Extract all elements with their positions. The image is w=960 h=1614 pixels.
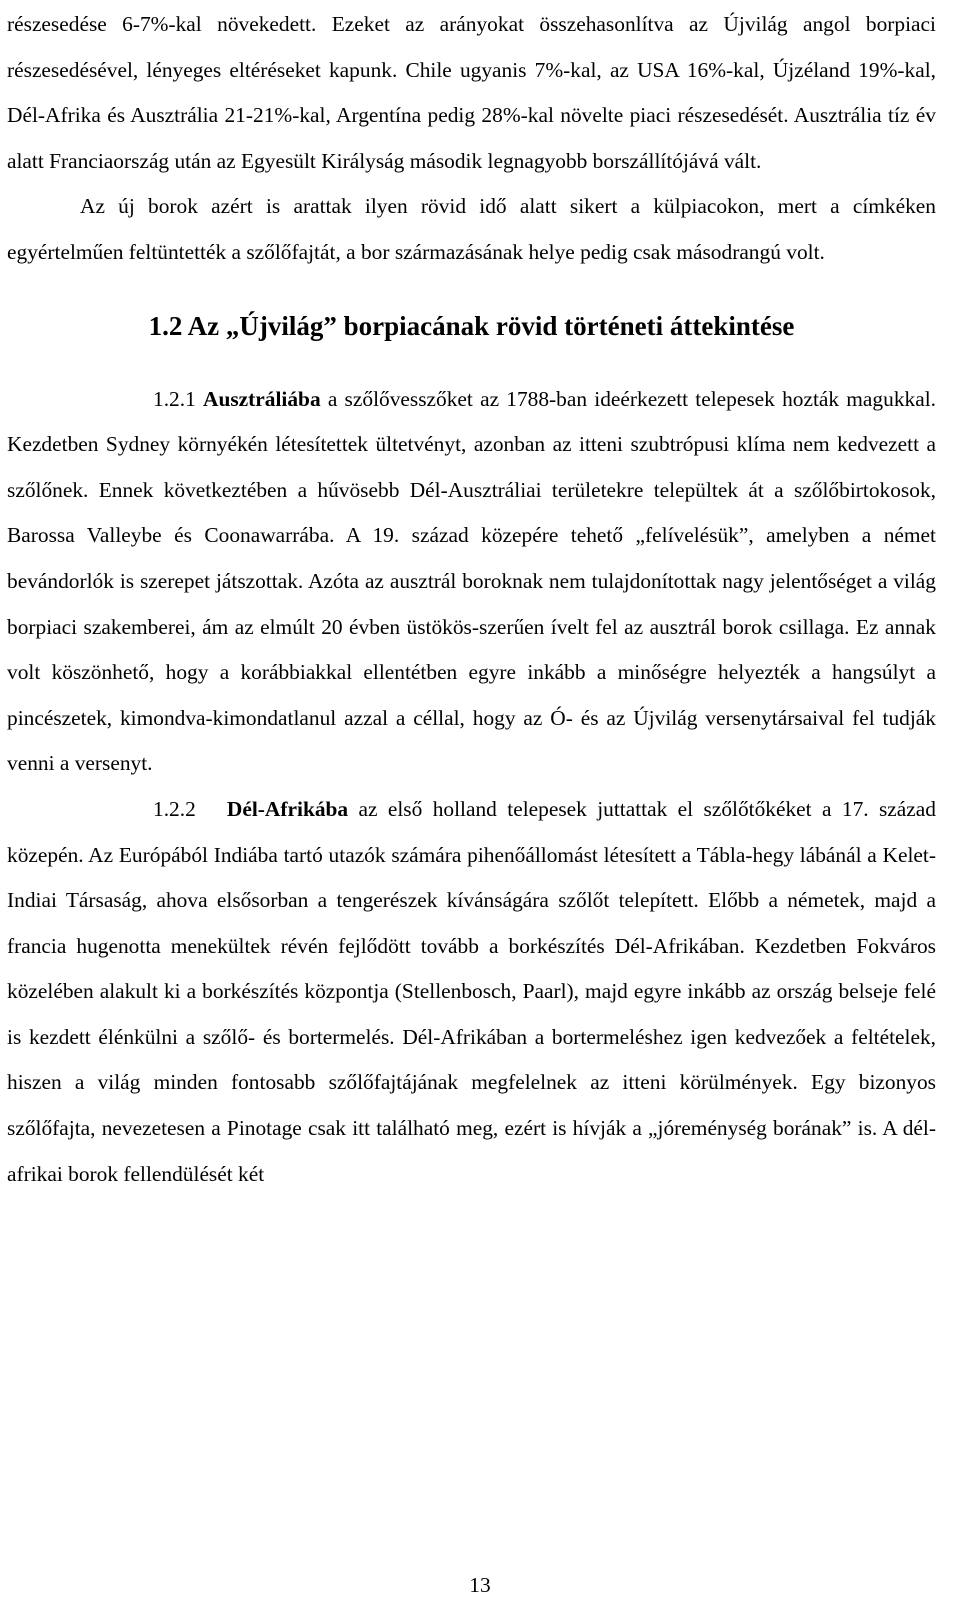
subsection-australia [7, 377, 936, 787]
subsection-text: az első holland telepesek juttattak el szőlőtőkéket a 17. század közepén. Az Európából Indiába tartó utazók számára pihenőállomást létesített a Tábla-hegy lábánál a Kelet-Indiai Társaság, ahova elsősorban a tengerészek kívánságára szőlőt telepített. Előbb a németek, majd a francia hugenotta menekültek révén fejlődött tovább a borkészítés Dél-Afrikában. Kezdetben Fokváros közelében alakult ki a borkészítés központja (Stellenbosch, Paarl), majd egyre inkább az ország belseje felé is kezdett élénkülni a szőlő- és bortermelés. Dél-Afrikában a bortermeléshez igen kedvezőek a feltételek, hiszen a világ minden fontosabb szőlőfajtájának megfelelnek az itteni körülmények. Egy bizonyos szőlőfajta, nevezetesen a Pinotage csak itt található meg, ezért is hívják a „jóreménység borának” is. A dél-afrikai borok fellendülését két [7, 796, 936, 1186]
page-number: 13 [469, 1573, 491, 1597]
subsection-number: 1.2.1 [153, 386, 196, 411]
subsection-term: Dél-Afrikába [226, 796, 349, 821]
subsection-number: 1.2.2 [153, 796, 196, 821]
subsection-term: Ausztráliába [203, 386, 321, 411]
subsection-text: a szőlővesszőket az 1788-ban ideérkezett telepesek hozták magukkal. Kezdetben Sydney környékén létesítettek ültetvényt, azonban az itteni szubtrópusi klíma nem kedvezett a szőlőnek. Ennek következtében a hűvösebb Dél-Ausztráliai területekre települtek át a szőlőbirtokosok, Barossa Valleybe és Coonawarrába. A 19. század közepére tehető „felívelésük”, amelyben a német bevándorlók is szerepet játszottak. Azóta az ausztrál boroknak nem tulajdonítottak nagy jelentőséget a világ borpiaci szakemberei, ám az elmúlt 20 évben üstökös-szerűen ívelt fel az ausztrál borok csillaga. Ez annak volt köszönhető, hogy a korábbiakkal ellentétben egyre inkább a minőségre helyezték a hangsúlyt a pincészetek, kimondva-kimondatlanul azzal a céllal, hogy az Ó- és az Újvilág versenytársaival fel tudják venni a versenyt. [7, 386, 936, 776]
section-heading: 1.2 Az „Újvilág” borpiacának rövid történeti áttekintése [148, 310, 795, 341]
paragraph-market-share: részesedése 6-7%-kal növekedett. Ezeket az arányokat összehasonlítva az Újvilág angol borpiaci részesedésével, lényeges eltéréseket kapunk. Chile ugyanis 7%-kal, az USA 16%-kal, Újzéland 19%-kal, Dél-Afrika és Ausztrália 21-21%-kal, Argentína pedig 28%-kal növelte piaci részesedését. Ausztrália tíz év alatt Franciaország után az Egyesült Királyság második legnagyobb borszállítójává vált. [7, 12, 936, 173]
paragraph-new-wines: Az új borok azért is arattak ilyen rövid idő alatt sikert a külpiacokon, mert a címkéken egyértelműen feltüntették a szőlőfajtát, a bor származásának helye pedig csak másodrangú volt. [7, 194, 936, 264]
subsection-south-africa [7, 787, 936, 1197]
